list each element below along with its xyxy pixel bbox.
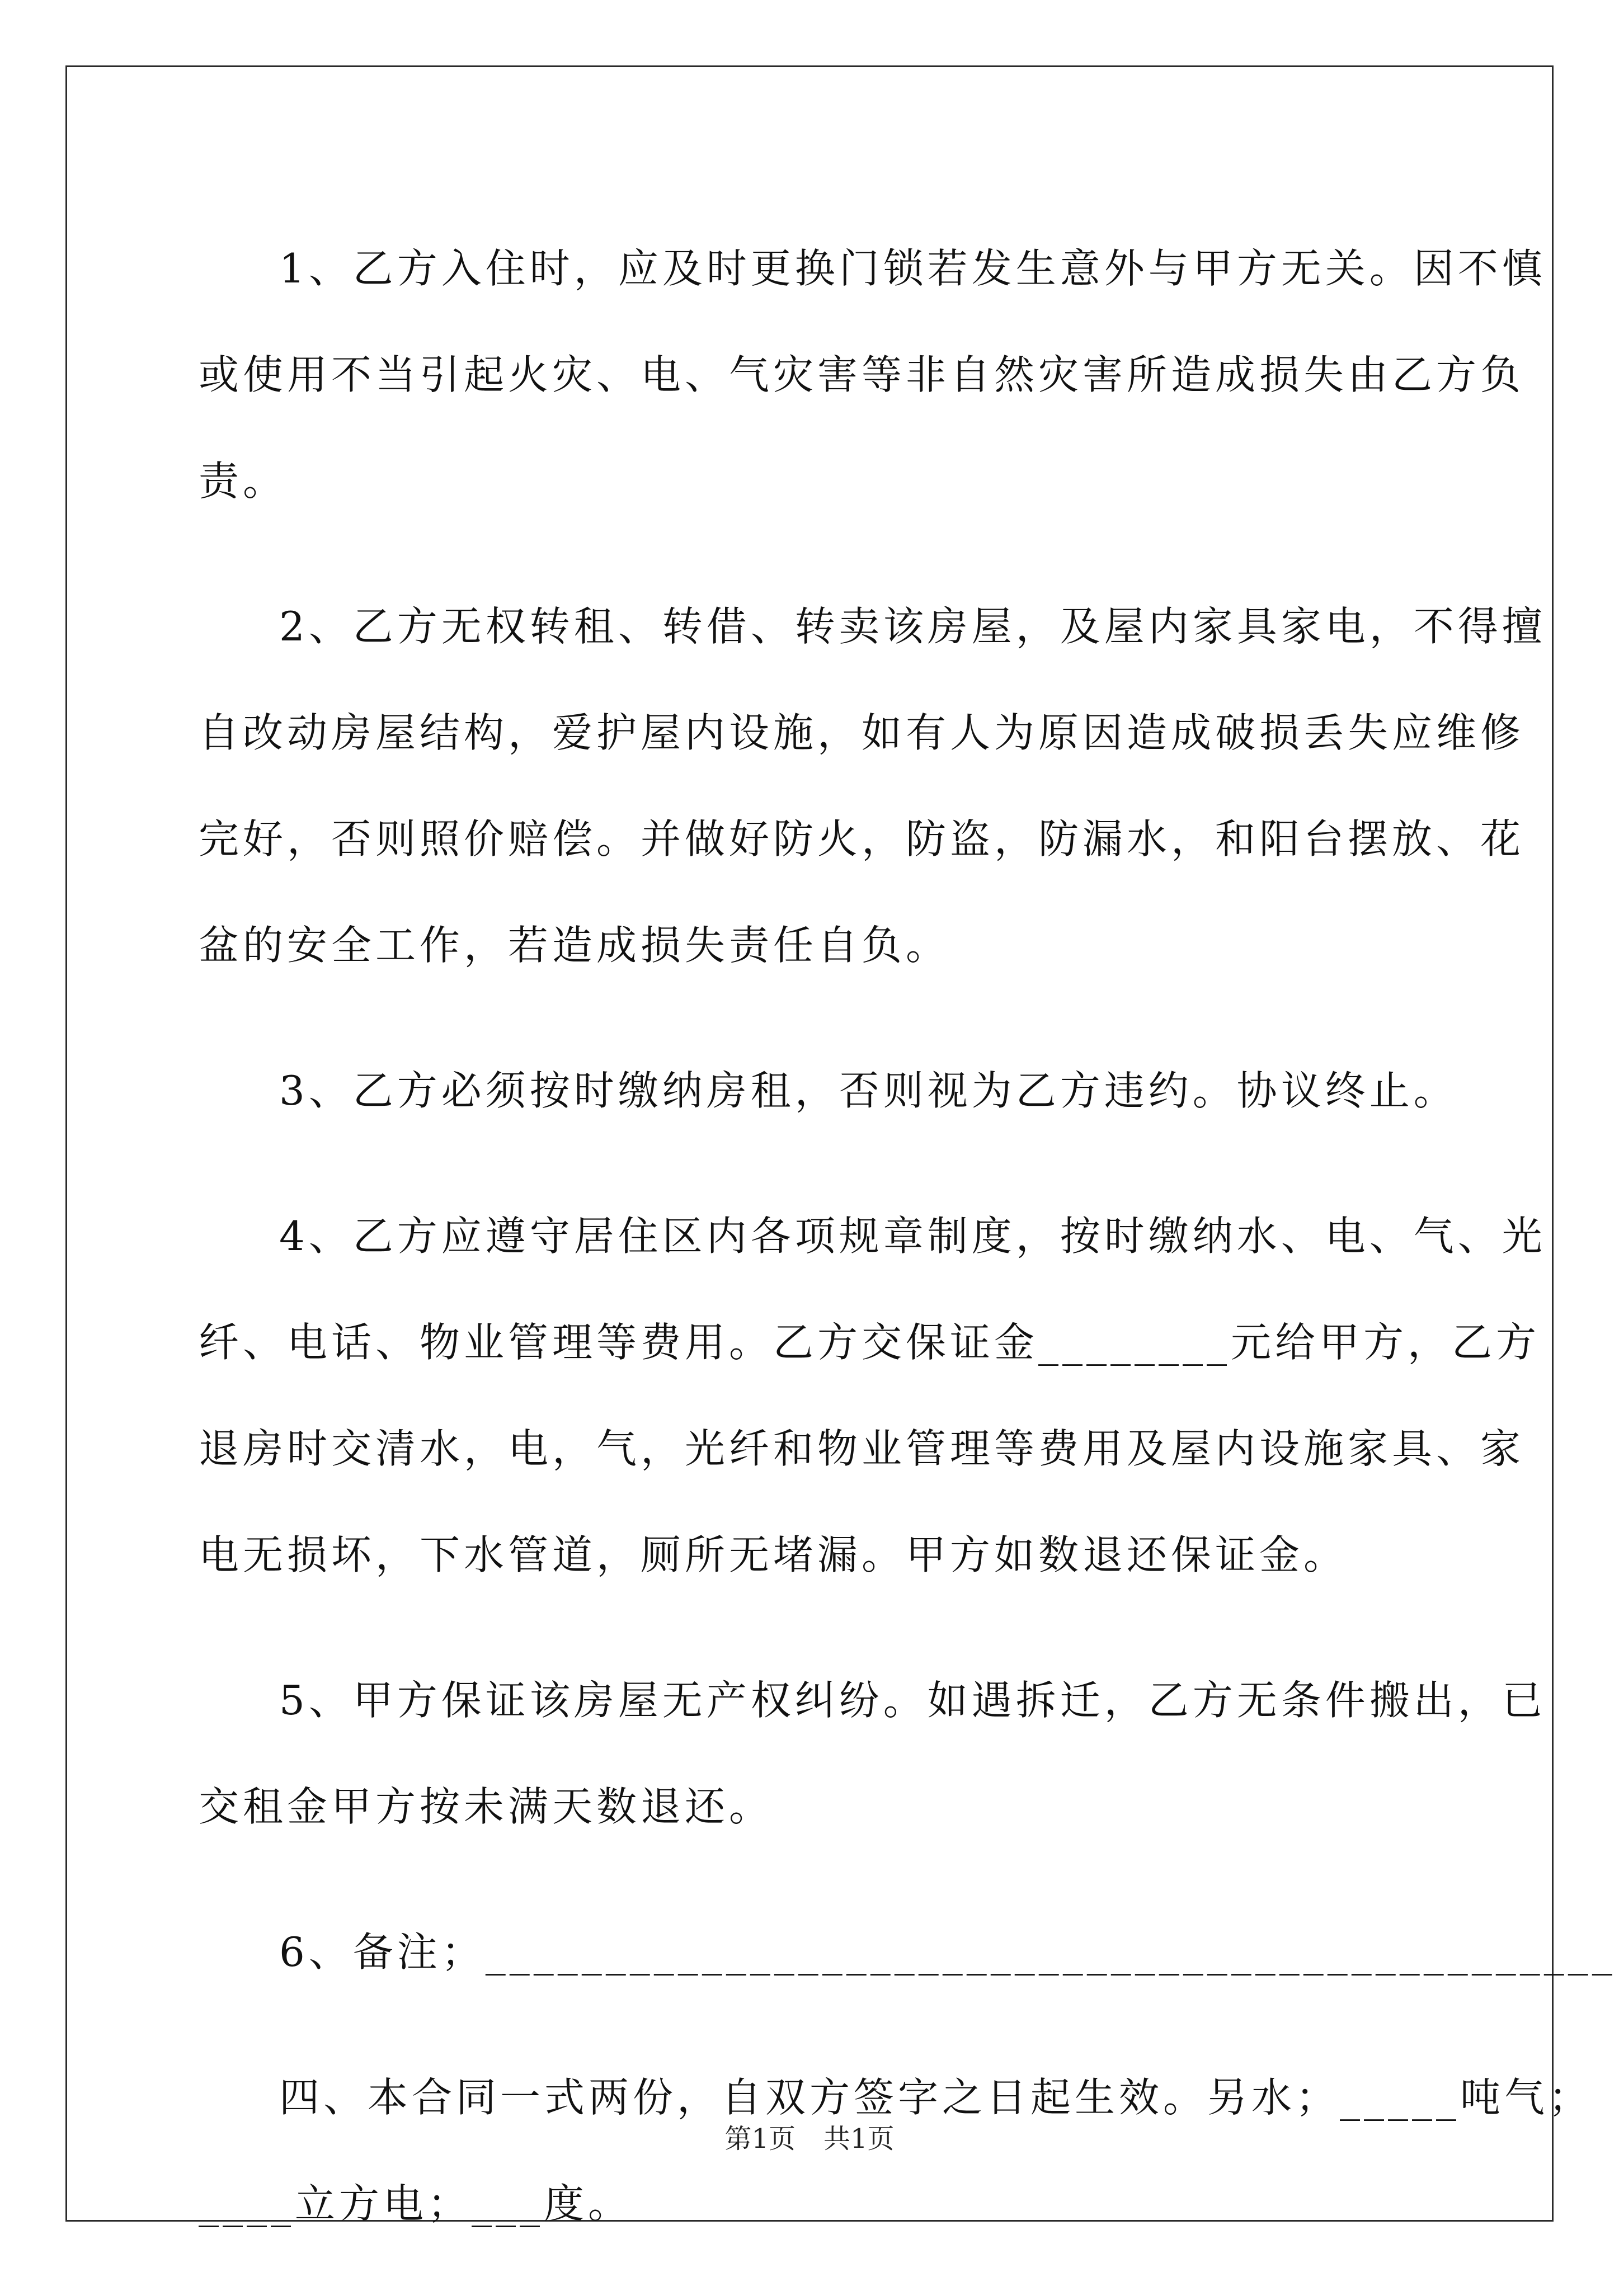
clause-5 [199,1647,1546,1860]
clause-line: 6、备注；_______________________________________________ [279,1929,1616,1976]
clause-line: 或使用不当引起火灾、电、气灾害等非自然灾害所造成损失由乙方负 [199,351,1525,398]
clause-line: 5、甲方保证该房屋无产权纠纷。如遇拆迁，乙方无条件搬出，已 [279,1677,1546,1724]
clause-line: 3、乙方必须按时缴纳房租，否则视为乙方违约。协议终止。 [279,1067,1458,1114]
clause-line: 交租金甲方按未满天数退还。 [199,1783,774,1830]
clause-3 [199,1038,1458,1144]
clause-line: 盆的安全工作，若造成损失责任自负。 [199,922,950,969]
page-total: 共1页 [823,2123,895,2154]
clause-4 [199,1183,1546,1608]
clause-line: 1、乙方入住时，应及时更换门锁若发生意外与甲方无关。因不慎 [279,245,1546,292]
clause-line: 自改动房屋结构，爱护屋内设施，如有人为原因造成破损丢失应维修 [199,709,1525,756]
clause-line: 4、乙方应遵守居住区内各项规章制度，按时缴纳水、电、气、光 [279,1213,1546,1260]
page-number: 第1页 [724,2123,796,2154]
document-body [199,215,1616,2296]
clause-2 [199,573,1546,998]
clause-line: ____立方电；___度。 [199,2180,633,2227]
clause-line: 四、本合同一式两份，自双方签字之日起生效。另水；_____吨气； [279,2074,1593,2121]
clause-line: 责。 [199,458,288,505]
clause-line: 2、乙方无权转租、转借、转卖该房屋，及屋内家具家电，不得擅 [279,603,1546,650]
clause-line: 退房时交清水，电，气，光纤和物业管理等费用及屋内设施家具、家 [199,1425,1525,1472]
clause-line: 电无损坏，下水管道，厕所无堵漏。甲方如数退还保证金。 [199,1531,1348,1578]
page-footer [0,2117,1619,2156]
clause-1 [199,215,1546,534]
clause-6-remarks [199,1899,1616,2005]
clause-line: 完好，否则照价赔偿。并做好防火，防盗，防漏水，和阳台摆放、花 [199,815,1525,862]
clause-line: 纤、电话、物业管理等费用。乙方交保证金________元给甲方，乙方 [199,1319,1541,1366]
